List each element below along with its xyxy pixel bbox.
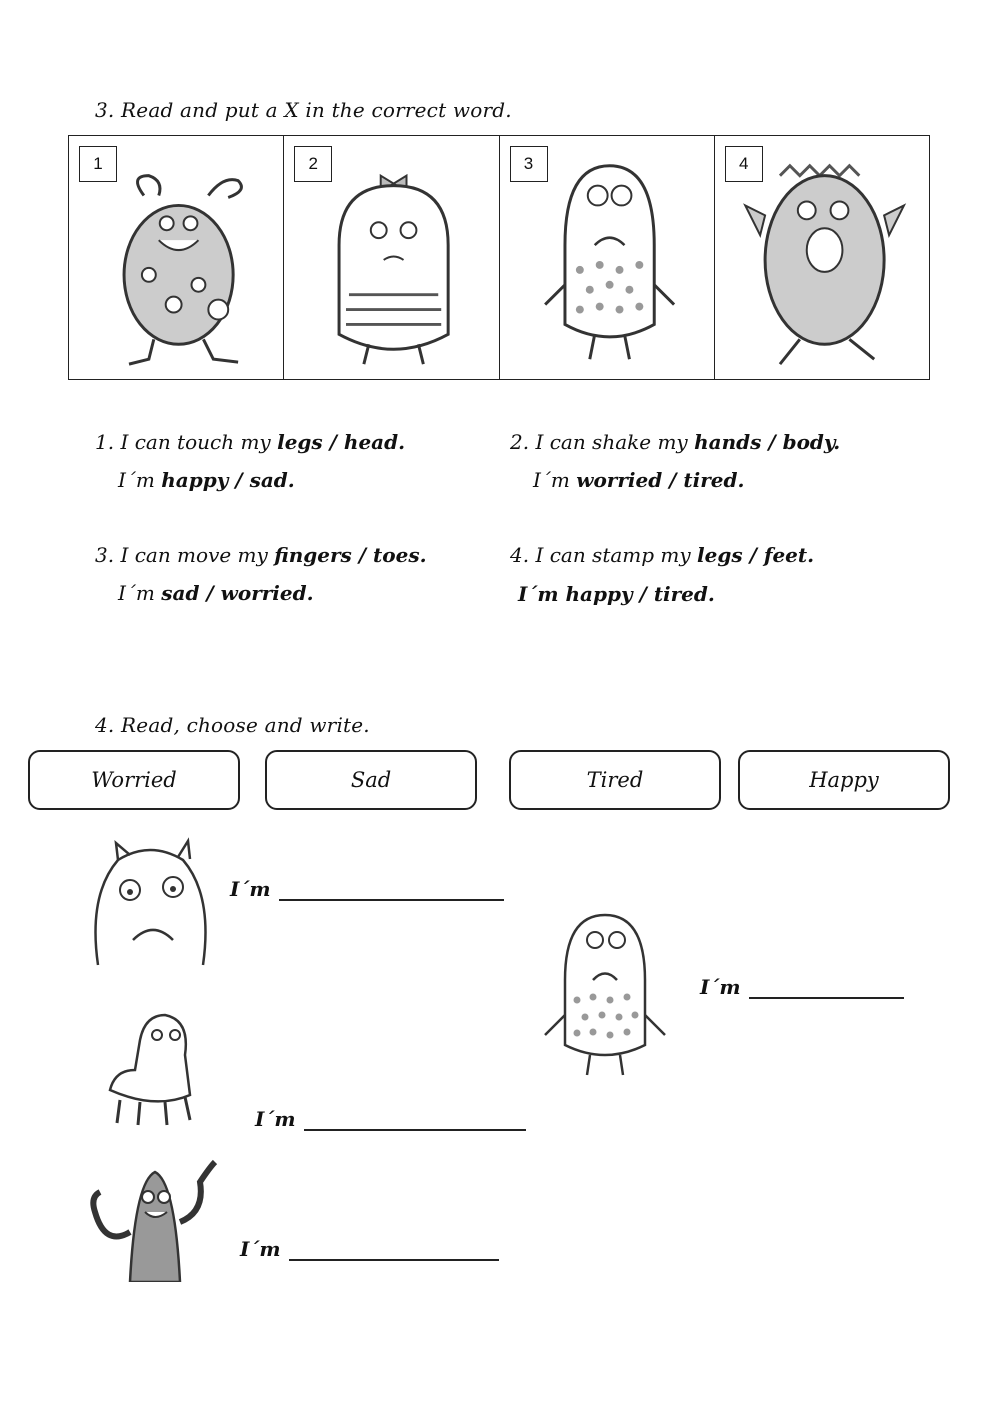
worried-monster-image	[78, 835, 223, 970]
word-box-worried[interactable]: Worried	[28, 750, 240, 810]
sentence-4-line-1	[510, 543, 814, 567]
picture-cell-4[interactable]	[715, 136, 929, 379]
answer-line-3	[240, 1237, 499, 1261]
exercise-3-title: 3. Read and put a X in the correct word.	[95, 98, 512, 122]
option-body[interactable]: body.	[782, 430, 841, 454]
option-happy[interactable]: happy	[565, 582, 633, 606]
word-box-happy[interactable]: Happy	[738, 750, 950, 810]
happy-monster-image	[69, 136, 283, 379]
worried-monster-image	[284, 136, 498, 379]
answer-prefix: I´m	[230, 877, 271, 901]
option-worried[interactable]: worried	[576, 468, 663, 492]
option-separator: /	[632, 582, 654, 606]
picture-cell-2[interactable]	[284, 136, 499, 379]
option-tired[interactable]: tired.	[653, 582, 715, 606]
option-separator: /	[199, 581, 221, 605]
option-hands[interactable]: hands	[694, 430, 762, 454]
picture-number: 3	[510, 146, 548, 182]
im-text: I´m	[518, 582, 566, 606]
option-separator: /	[322, 430, 344, 454]
option-fingers[interactable]: fingers	[274, 543, 352, 567]
sentence-4-line-2	[518, 582, 715, 606]
option-feet[interactable]: feet.	[763, 543, 815, 567]
option-worried[interactable]: worried.	[220, 581, 314, 605]
sentence-3-line-2	[118, 581, 314, 605]
answer-blank[interactable]	[289, 1241, 499, 1261]
sad-monster-image	[535, 905, 675, 1080]
picture-number: 2	[294, 146, 332, 182]
option-tired[interactable]: tired.	[683, 468, 745, 492]
word-box-sad[interactable]: Sad	[265, 750, 477, 810]
sentence-1-text: 1. I can touch my	[95, 430, 278, 454]
answer-line-4	[700, 975, 904, 999]
picture-cell-1[interactable]	[69, 136, 284, 379]
sentence-3-text: 3. I can move my	[95, 543, 275, 567]
picture-cell-3[interactable]	[500, 136, 715, 379]
picture-number: 4	[725, 146, 763, 182]
im-text: I´m	[118, 581, 162, 605]
answer-prefix: I´m	[700, 975, 741, 999]
tired-monster-image	[95, 1005, 215, 1130]
option-happy[interactable]: happy	[161, 468, 229, 492]
answer-blank[interactable]	[279, 881, 504, 901]
option-separator: /	[662, 468, 684, 492]
happy-monster-image	[80, 1152, 230, 1282]
sentence-1-line-2	[118, 468, 295, 492]
im-text: I´m	[533, 468, 577, 492]
answer-prefix: I´m	[255, 1107, 296, 1131]
option-legs[interactable]: legs	[277, 430, 323, 454]
answer-prefix: I´m	[240, 1237, 281, 1261]
sentence-4-text: 4. I can stamp my	[510, 543, 698, 567]
sentence-2-line-1	[510, 430, 840, 454]
option-sad[interactable]: sad.	[249, 468, 295, 492]
option-separator: /	[228, 468, 250, 492]
picture-grid	[68, 135, 930, 380]
option-legs[interactable]: legs	[697, 543, 743, 567]
answer-line-1	[230, 877, 504, 901]
option-separator: /	[761, 430, 783, 454]
option-head[interactable]: head.	[343, 430, 406, 454]
option-toes[interactable]: toes.	[373, 543, 427, 567]
tired-monster-image	[715, 136, 929, 379]
sentence-2-line-2	[533, 468, 744, 492]
sentence-2-text: 2. I can shake my	[510, 430, 695, 454]
sad-monster-image	[500, 136, 714, 379]
option-separator: /	[742, 543, 764, 567]
picture-number: 1	[79, 146, 117, 182]
exercise-4-title: 4. Read, choose and write.	[95, 713, 370, 737]
sentence-3-line-1	[95, 543, 427, 567]
option-sad[interactable]: sad	[161, 581, 200, 605]
answer-blank[interactable]	[304, 1111, 526, 1131]
word-box-tired[interactable]: Tired	[509, 750, 721, 810]
option-separator: /	[351, 543, 374, 567]
sentence-1-line-1	[95, 430, 405, 454]
answer-blank[interactable]	[749, 979, 904, 999]
answer-line-2	[255, 1107, 526, 1131]
im-text: I´m	[118, 468, 162, 492]
